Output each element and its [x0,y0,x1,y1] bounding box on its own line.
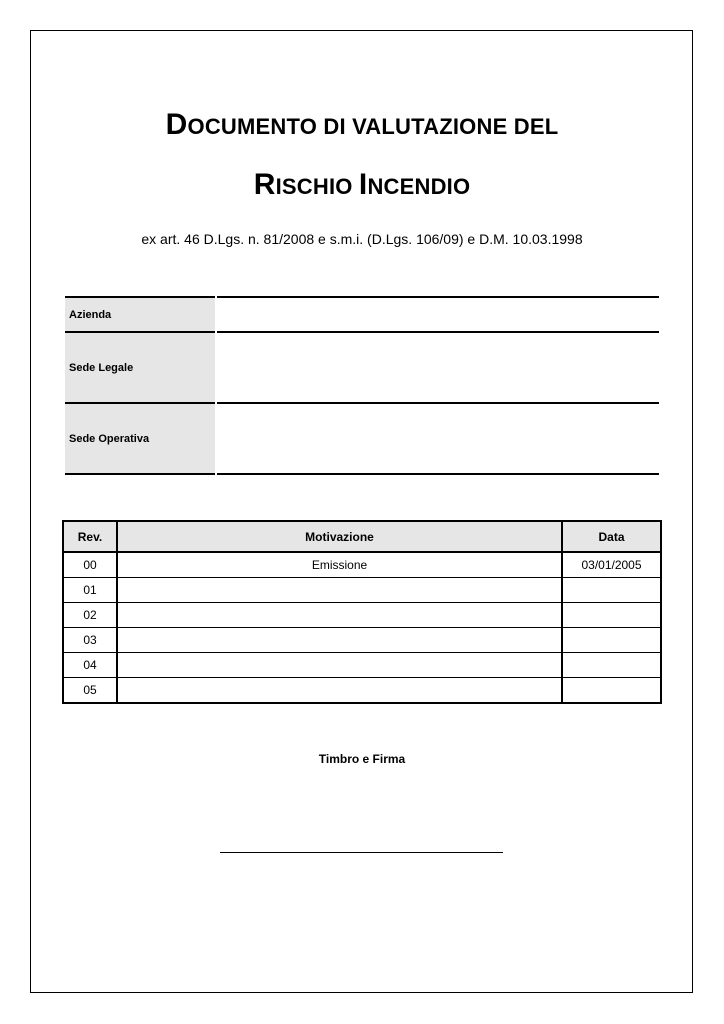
title-initial: D [165,108,188,141]
motivazione-column-header: Motivazione [117,521,562,552]
sede-legale-label: Sede Legale [65,332,216,403]
table-row [63,653,661,678]
sede-operativa-value [216,403,659,474]
data-column-header: Data [562,521,661,552]
motivazione-cell [117,678,562,704]
document-title-line-1 [0,108,724,142]
data-cell: 03/01/2005 [562,552,661,578]
title-text: ISCHIO [275,174,359,199]
data-cell [562,578,661,603]
sede-legale-value [216,332,659,403]
sede-operativa-label: Sede Operativa [65,403,216,474]
rev-cell: 01 [63,578,117,603]
document-title-line-2 [0,168,724,202]
motivazione-cell [117,653,562,678]
rev-cell: 00 [63,552,117,578]
legal-reference: ex art. 46 D.Lgs. n. 81/2008 e s.m.i. (D.Lgs. 106/09) e D.M. 10.03.1998 [141,231,583,247]
rev-cell: 04 [63,653,117,678]
revision-header-row [63,521,661,552]
table-row [63,603,661,628]
title-initial: R [253,168,276,201]
table-row [63,578,661,603]
rev-cell: 03 [63,628,117,653]
motivazione-cell [117,628,562,653]
azienda-value [216,297,659,332]
motivazione-cell [117,603,562,628]
rev-cell: 02 [63,603,117,628]
table-row [63,678,661,704]
table-row [63,628,661,653]
title-initial: I [358,168,368,201]
rev-cell: 05 [63,678,117,704]
company-info-row-sede-operativa [65,403,659,474]
company-info-table [65,296,659,475]
data-cell [562,653,661,678]
rev-column-header: Rev. [63,521,117,552]
motivazione-cell [117,578,562,603]
title-text: OCUMENTO DI VALUTAZIONE DEL [187,114,559,139]
azienda-label: Azienda [65,297,216,332]
company-info-row-sede-legale [65,332,659,403]
motivazione-cell: Emissione [117,552,562,578]
data-cell [562,678,661,704]
data-cell [562,628,661,653]
data-cell [562,603,661,628]
company-info-row-azienda [65,297,659,332]
title-text: NCENDIO [367,174,471,199]
stamp-and-signature-label: Timbro e Firma [318,752,406,766]
table-row [63,552,661,578]
revision-table [62,520,662,704]
signature-line [220,852,503,853]
